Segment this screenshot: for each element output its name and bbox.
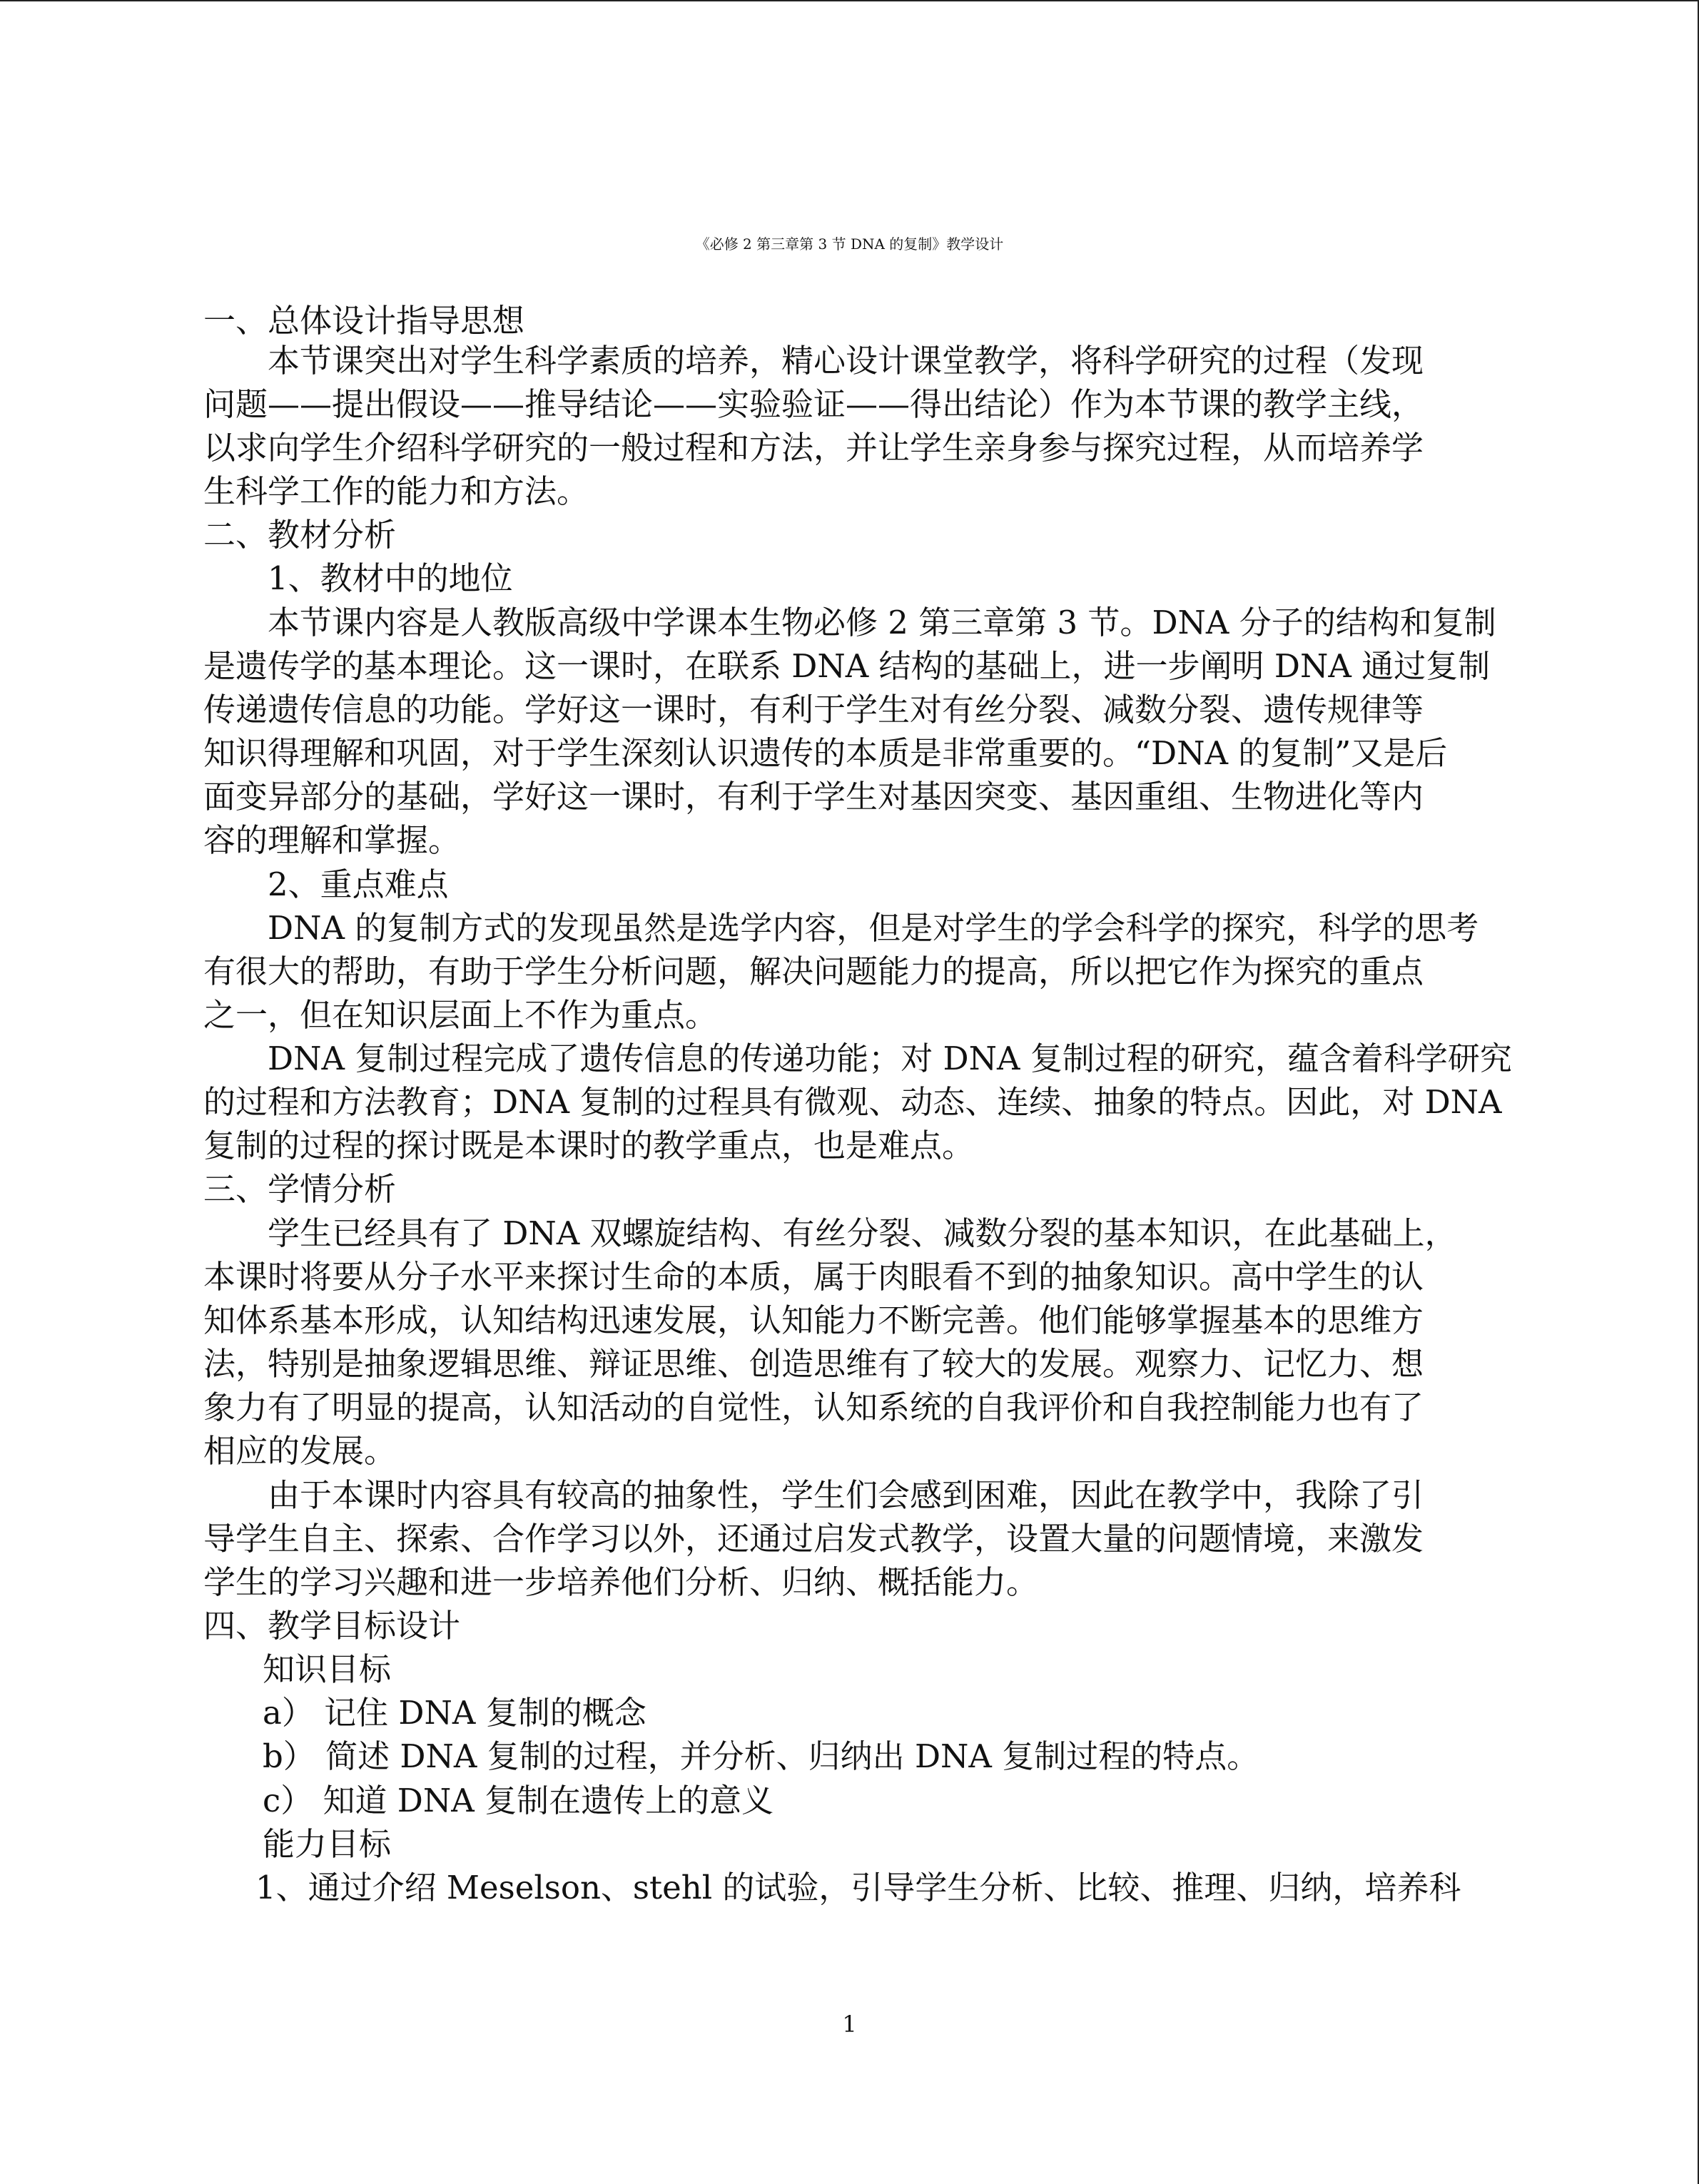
paragraph-line: 的过程和方法教育；DNA 复制的过程具有微观、动态、连续、抽象的特点。因此，对 DNA bbox=[203, 1083, 1502, 1121]
paragraph-line: 知体系基本形成，认知结构迅速发展，认知能力不断完善。他们能够掌握基本的思维方 bbox=[203, 1301, 1424, 1339]
paragraph-line: 有很大的帮助，有助于学生分析问题，解决问题能力的提高，所以把它作为探究的重点 bbox=[203, 953, 1424, 990]
document-title: 《必修 2 第三章第 3 节 DNA 的复制》教学设计 bbox=[695, 235, 1004, 253]
paragraph-line: 法，特别是抽象逻辑思维、辩证思维、创造思维有了较大的发展。观察力、记忆力、想 bbox=[203, 1345, 1424, 1383]
paragraph-line: 面变异部分的基础，学好这一课时，有利于学生对基因突变、基因重组、生物进化等内 bbox=[203, 778, 1424, 816]
paragraph-line: 以求向学生介绍科学研究的一般过程和方法，并让学生亲身参与探究过程，从而培养学 bbox=[203, 429, 1424, 467]
goal-item-a: a） 记住 DNA 复制的概念 bbox=[263, 1694, 646, 1732]
paragraph-line: 问题——提出假设——推导结论——实验验证——得出结论）作为本节课的教学主线， bbox=[203, 385, 1424, 423]
paragraph-line: 复制的过程的探讨既是本课时的教学重点，也是难点。 bbox=[203, 1127, 975, 1164]
paragraph-line: DNA 的复制方式的发现虽然是选学内容，但是对学生的学会科学的探究，科学的思考 bbox=[268, 909, 1479, 947]
paragraph-line: 传递遗传信息的功能。学好这一课时，有利于学生对有丝分裂、减数分裂、遗传规律等 bbox=[203, 691, 1424, 728]
paragraph-line: 由于本课时内容具有较高的抽象性，学生们会感到困难，因此在教学中，我除了引 bbox=[268, 1476, 1424, 1514]
paragraph-line: 学生已经具有了 DNA 双螺旋结构、有丝分裂、减数分裂的基本知识，在此基础上， bbox=[268, 1214, 1457, 1252]
paragraph-line: 象力有了明显的提高，认知活动的自觉性，认知系统的自我评价和自我控制能力也有了 bbox=[203, 1388, 1424, 1426]
heading-4: 四、教学目标设计 bbox=[203, 1607, 461, 1645]
subheading: 1、教材中的地位 bbox=[268, 559, 513, 597]
goal-item-c: c） 知道 DNA 复制在遗传上的意义 bbox=[263, 1782, 774, 1819]
heading-1: 一、总体设计指导思想 bbox=[203, 302, 525, 340]
paragraph-line: 之一，但在知识层面上不作为重点。 bbox=[203, 996, 718, 1034]
heading-2: 二、教材分析 bbox=[203, 516, 397, 554]
paragraph-line: 本节课内容是人教版高级中学课本生物必修 2 第三章第 3 节。DNA 分子的结构和复制 bbox=[268, 604, 1496, 641]
paragraph-line: 容的理解和掌握。 bbox=[203, 821, 461, 859]
goal-heading-ability: 能力目标 bbox=[263, 1825, 392, 1863]
paragraph-line: 学生的学习兴趣和进一步培养他们分析、归纳、概括能力。 bbox=[203, 1563, 1039, 1601]
paragraph-line: 是遗传学的基本理论。这一课时，在联系 DNA 结构的基础上，进一步阐明 DNA 通过复制 bbox=[203, 647, 1491, 685]
paragraph-line: 相应的发展。 bbox=[203, 1432, 397, 1470]
page-number: 1 bbox=[842, 2011, 857, 2038]
paragraph-line: 知识得理解和巩固，对于学生深刻认识遗传的本质是非常重要的。“DNA 的复制”又是后 bbox=[203, 734, 1448, 772]
paragraph-line: 生科学工作的能力和方法。 bbox=[203, 472, 589, 510]
paragraph-line: 本课时将要从分子水平来探讨生命的本质，属于肉眼看不到的抽象知识。高中学生的认 bbox=[203, 1258, 1424, 1296]
paragraph-line: DNA 复制过程完成了遗传信息的传递功能；对 DNA 复制过程的研究，蕴含着科学研究 bbox=[268, 1040, 1512, 1077]
paragraph-line: 导学生自主、探索、合作学习以外，还通过启发式教学，设置大量的问题情境，来激发 bbox=[203, 1520, 1424, 1558]
heading-3: 三、学情分析 bbox=[203, 1170, 397, 1208]
paragraph-line: 本节课突出对学生科学素质的培养，精心设计课堂教学，将科学研究的过程（发现 bbox=[268, 342, 1424, 380]
goal-item-b: b） 简述 DNA 复制的过程，并分析、归纳出 DNA 复制过程的特点。 bbox=[263, 1737, 1259, 1775]
subheading: 2、重点难点 bbox=[268, 865, 449, 903]
goal-item-1: 1、通过介绍 Meselson、stehl 的试验，引导学生分析、比较、推理、归纳，培养科 bbox=[255, 1869, 1461, 1906]
goal-heading-knowledge: 知识目标 bbox=[263, 1650, 392, 1688]
